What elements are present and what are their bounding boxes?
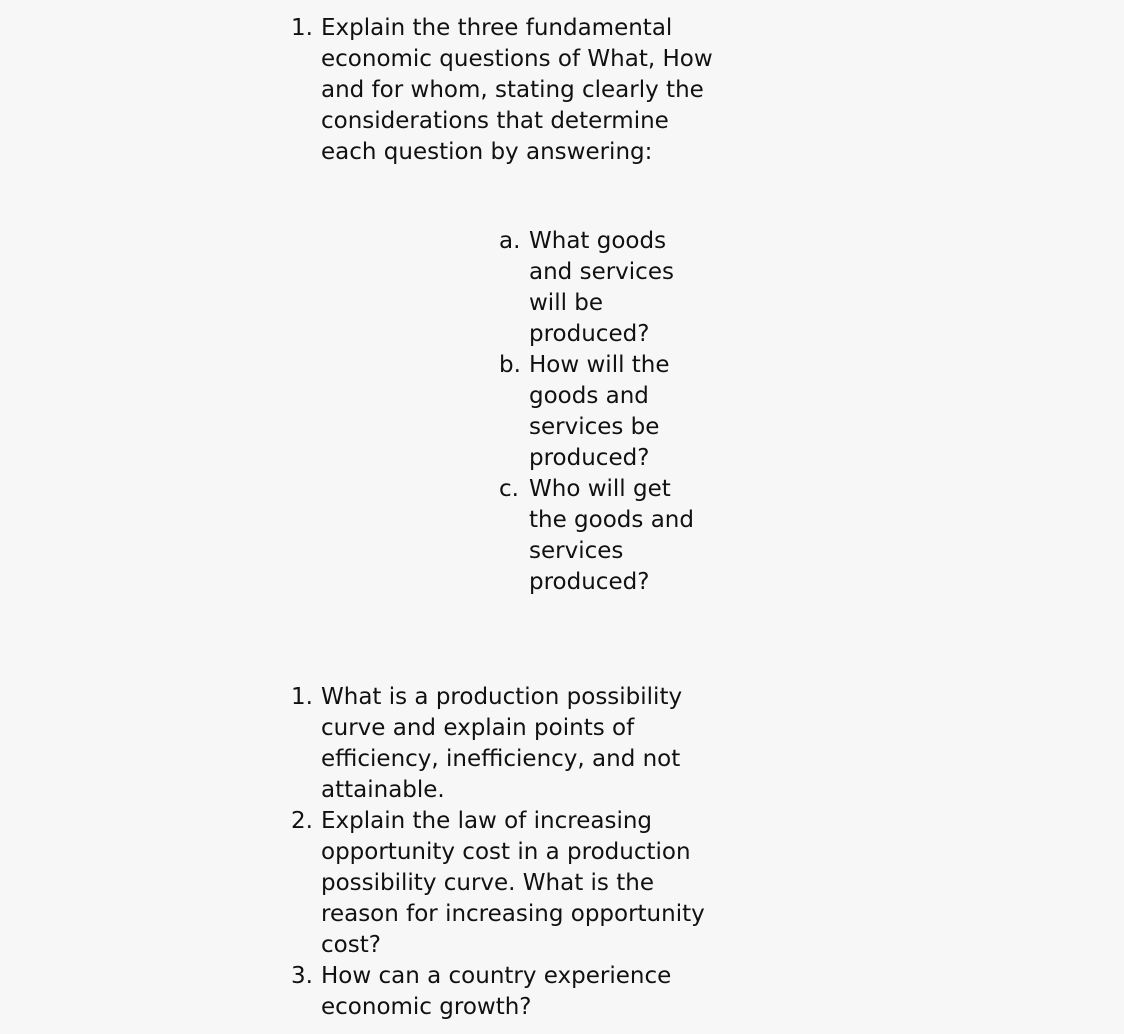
question-text: Explain the three fundamental economic questions of What, How and for whom, stating clearly the considerations that determine each question by answering: xyxy=(321,15,713,165)
list-item xyxy=(291,13,721,168)
question-list-first xyxy=(291,13,711,168)
sub-question-list xyxy=(499,226,699,598)
list-marker: a. xyxy=(499,228,521,254)
list-item xyxy=(291,961,723,1023)
sub-list-item xyxy=(499,350,707,474)
sub-list-item xyxy=(499,226,707,350)
sub-question-text: How will the goods and services be produced? xyxy=(529,352,670,471)
list-marker: b. xyxy=(499,352,521,378)
list-marker: 2. xyxy=(291,808,313,834)
list-marker: c. xyxy=(499,476,519,502)
question-list-second xyxy=(291,682,721,1023)
list-item xyxy=(291,806,723,961)
question-text: Explain the law of increasing opportunity cost in a production possibility curve. What is the reason for increasing opportunity cost? xyxy=(321,808,705,958)
sub-question-text: Who will get the goods and services produced? xyxy=(529,476,694,595)
question-text: What is a production possibility curve and explain points of efficiency, inefficiency, and not attainable. xyxy=(321,684,683,803)
list-item xyxy=(291,682,723,806)
sub-list-item xyxy=(499,474,707,598)
list-marker: 1. xyxy=(291,684,313,710)
list-marker: 1. xyxy=(291,15,313,41)
question-text: How can a country experience economic growth? xyxy=(321,963,672,1020)
sub-question-text: What goods and services will be produced? xyxy=(529,228,674,347)
list-marker: 3. xyxy=(291,963,313,989)
